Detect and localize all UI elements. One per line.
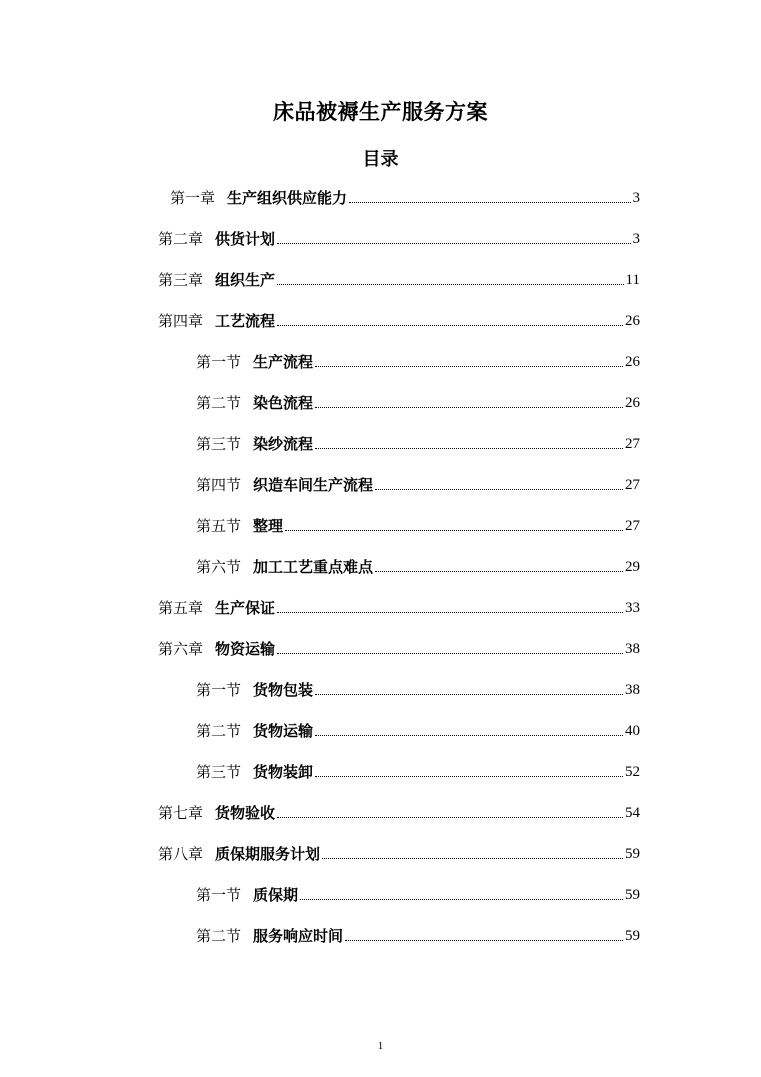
toc-entry-page: 59	[625, 846, 640, 862]
toc-entry-chapter-6[interactable]	[158, 635, 640, 659]
toc-entry-page: 59	[625, 928, 640, 944]
toc-entry-number: 第二节	[196, 394, 242, 412]
toc-entry-title: 染纱流程	[253, 435, 314, 453]
toc-entry-chapter-7[interactable]	[158, 799, 640, 823]
toc-entry-page: 11	[625, 272, 640, 288]
toc-entry-page: 52	[625, 764, 640, 780]
toc-entry-number: 第四章	[158, 312, 204, 330]
toc-leader-dots	[315, 775, 623, 777]
toc-leader-dots	[277, 611, 623, 613]
toc-leader-dots	[277, 652, 623, 654]
toc-leader-dots	[277, 816, 623, 818]
toc-entry-title: 质保期	[253, 886, 299, 904]
toc-entry-title: 工艺流程	[215, 312, 276, 330]
toc-entry-section[interactable]	[196, 676, 640, 700]
toc-leader-dots	[277, 283, 624, 285]
toc-entry-section[interactable]	[196, 389, 640, 413]
page-number: 1	[377, 1040, 384, 1052]
toc-leader-dots	[285, 529, 623, 531]
toc-leader-dots	[315, 734, 623, 736]
toc-entry-section[interactable]	[196, 881, 640, 905]
toc-entry-number: 第一章	[170, 189, 216, 207]
toc-leader-dots	[315, 447, 623, 449]
document-title: 床品被褥生产服务方案	[273, 100, 488, 124]
toc-entry-page: 40	[625, 723, 640, 739]
toc-entry-title: 整理	[253, 517, 284, 535]
toc-entry-number: 第一节	[196, 353, 242, 371]
toc-entry-number: 第三节	[196, 435, 242, 453]
toc-leader-dots	[277, 242, 630, 244]
toc-entry-page: 3	[632, 231, 640, 247]
toc-entry-page: 38	[625, 641, 640, 657]
toc-entry-chapter-4[interactable]	[158, 307, 640, 331]
toc-entry-chapter-8[interactable]	[158, 840, 640, 864]
toc-leader-dots	[315, 406, 623, 408]
toc-entry-page: 33	[625, 600, 640, 616]
toc-entry-title: 货物验收	[215, 804, 276, 822]
toc-entry-title: 生产保证	[215, 599, 276, 617]
toc-entry-number: 第二章	[158, 230, 204, 248]
toc-entry-number: 第八章	[158, 845, 204, 863]
toc-entry-number: 第一节	[196, 886, 242, 904]
toc-entry-number: 第五节	[196, 517, 242, 535]
toc-entry-title: 加工工艺重点难点	[253, 558, 374, 576]
toc-entry-page: 26	[625, 354, 640, 370]
toc-entry-number: 第三节	[196, 763, 242, 781]
toc-entry-number: 第四节	[196, 476, 242, 494]
toc-entry-chapter-3[interactable]	[158, 266, 640, 290]
toc-entry-title: 织造车间生产流程	[253, 476, 374, 494]
toc-entry-title: 生产流程	[253, 353, 314, 371]
toc-entry-page: 3	[632, 190, 640, 206]
toc-entry-chapter-1[interactable]	[170, 184, 640, 208]
toc-entry-number: 第六节	[196, 558, 242, 576]
toc-entry-section[interactable]	[196, 717, 640, 741]
toc-entry-page: 27	[625, 518, 640, 534]
toc-entry-section[interactable]	[196, 922, 640, 946]
toc-entry-chapter-5[interactable]	[158, 594, 640, 618]
toc-entry-number: 第二节	[196, 722, 242, 740]
toc-entry-section[interactable]	[196, 758, 640, 782]
toc-heading: 目录	[362, 149, 399, 170]
toc-entry-title: 服务响应时间	[253, 927, 344, 945]
toc-entry-section[interactable]	[196, 471, 640, 495]
toc-leader-dots	[349, 201, 630, 203]
toc-entry-chapter-2[interactable]	[158, 225, 640, 249]
toc-leader-dots	[345, 939, 623, 941]
toc-entry-number: 第七章	[158, 804, 204, 822]
toc-leader-dots	[277, 324, 623, 326]
toc-entry-number: 第二节	[196, 927, 242, 945]
toc-entry-page: 29	[625, 559, 640, 575]
toc-entry-page: 38	[625, 682, 640, 698]
toc-entry-page: 26	[625, 395, 640, 411]
toc-leader-dots	[322, 857, 623, 859]
toc-entry-title: 货物装卸	[253, 763, 314, 781]
toc-leader-dots	[375, 570, 623, 572]
toc-entry-title: 生产组织供应能力	[227, 189, 348, 207]
toc-entry-page: 54	[625, 805, 640, 821]
toc-leader-dots	[375, 488, 623, 490]
toc-entry-title: 物资运输	[215, 640, 276, 658]
toc-entry-section[interactable]	[196, 512, 640, 536]
toc-entry-page: 27	[625, 477, 640, 493]
toc-entry-section[interactable]	[196, 348, 640, 372]
toc-entry-title: 质保期服务计划	[215, 845, 321, 863]
toc-entry-title: 货物运输	[253, 722, 314, 740]
toc-entry-title: 组织生产	[215, 271, 276, 289]
toc-entry-number: 第五章	[158, 599, 204, 617]
toc-entry-page: 59	[625, 887, 640, 903]
toc-leader-dots	[315, 365, 623, 367]
toc-leader-dots	[300, 898, 623, 900]
toc-entry-page: 26	[625, 313, 640, 329]
toc-entry-title: 供货计划	[215, 230, 276, 248]
toc-entry-title: 货物包装	[253, 681, 314, 699]
toc-entry-number: 第三章	[158, 271, 204, 289]
toc-leader-dots	[315, 693, 623, 695]
toc-entry-page: 27	[625, 436, 640, 452]
toc-entry-title: 染色流程	[253, 394, 314, 412]
toc-entry-section[interactable]	[196, 553, 640, 577]
toc-entry-number: 第一节	[196, 681, 242, 699]
toc-entry-number: 第六章	[158, 640, 204, 658]
toc-entry-section[interactable]	[196, 430, 640, 454]
